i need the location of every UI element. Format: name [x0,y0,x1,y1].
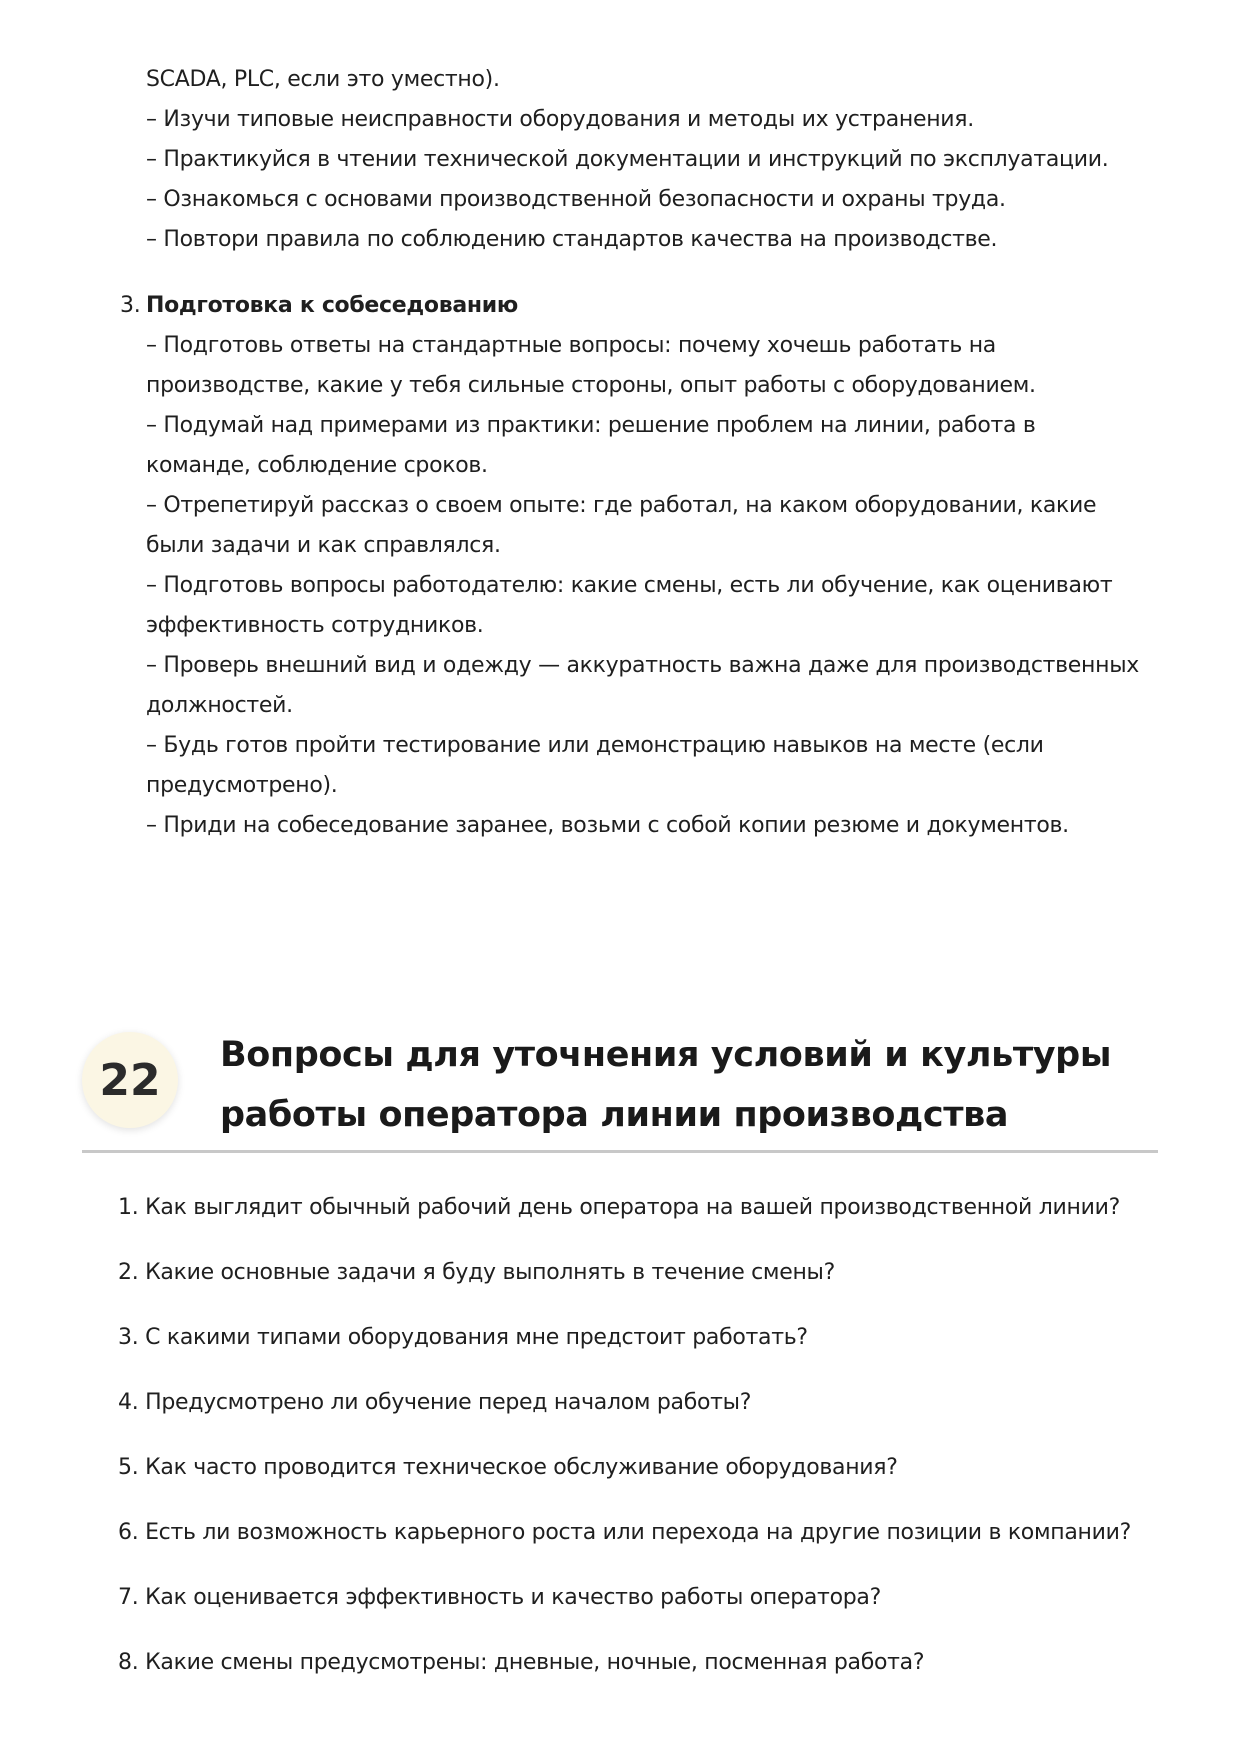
section-22-header [0,1025,1239,1155]
text-line: – Будь готов пройти тестирование или демонстрацию навыков на месте (если [146,733,1044,758]
question-item: 8. Какие смены предусмотрены: дневные, ночные, посменная работа? [118,1650,925,1675]
question-item: 7. Как оценивается эффективность и качество работы оператора? [118,1585,881,1610]
section-divider [82,1150,1158,1153]
text-line: – Подумай над примерами из практики: решение проблем на линии, работа в [146,413,1036,438]
section-heading: Подготовка к собеседованию [146,293,518,318]
text-line: – Ознакомься с основами производственной безопасности и охраны труда. [146,187,1006,212]
list-number: 3. [120,293,141,318]
text-line: предусмотрено). [146,773,338,798]
text-line: команде, соблюдение сроков. [146,453,488,478]
text-line: – Повтори правила по соблюдению стандартов качества на производстве. [146,227,998,252]
questions-list [118,1188,1168,1708]
text-line: – Подготовь ответы на стандартные вопросы: почему хочешь работать на [146,333,996,358]
text-line: – Приди на собеседование заранее, возьми с собой копии резюме и документов. [146,813,1069,838]
text-line: производстве, какие у тебя сильные стороны, опыт работы с оборудованием. [146,373,1036,398]
text-line: должностей. [146,693,293,718]
section-title-line: работы оператора линии производства [220,1095,1009,1135]
text-line: – Практикуйся в чтении технической документации и инструкций по эксплуатации. [146,147,1109,172]
question-item: 2. Какие основные задачи я буду выполнять в течение смены? [118,1260,835,1285]
question-item: 3. С какими типами оборудования мне предстоит работать? [118,1325,808,1350]
interview-prep-section [120,286,1156,846]
continued-list-block [146,60,1156,260]
section-number-badge: 22 [82,1032,178,1128]
text-line: эффективность сотрудников. [146,613,484,638]
question-item: 4. Предусмотрено ли обучение перед началом работы? [118,1390,752,1415]
question-item: 6. Есть ли возможность карьерного роста или перехода на другие позиции в компании? [118,1520,1131,1545]
text-line: SCADA, PLC, если это уместно). [146,67,500,92]
text-line: – Проверь внешний вид и одежду — аккуратность важна даже для производственных [146,653,1140,678]
question-item: 5. Как часто проводится техническое обслуживание оборудования? [118,1455,898,1480]
text-line: – Подготовь вопросы работодателю: какие смены, есть ли обучение, как оценивают [146,573,1113,598]
section-title-line: Вопросы для уточнения условий и культуры [220,1035,1112,1075]
text-line: были задачи и как справлялся. [146,533,501,558]
text-line: – Изучи типовые неисправности оборудования и методы их устранения. [146,107,974,132]
text-line: – Отрепетируй рассказ о своем опыте: где работал, на каком оборудовании, какие [146,493,1097,518]
section-title [220,1025,1120,1145]
question-item: 1. Как выглядит обычный рабочий день оператора на вашей производственной линии? [118,1195,1120,1220]
